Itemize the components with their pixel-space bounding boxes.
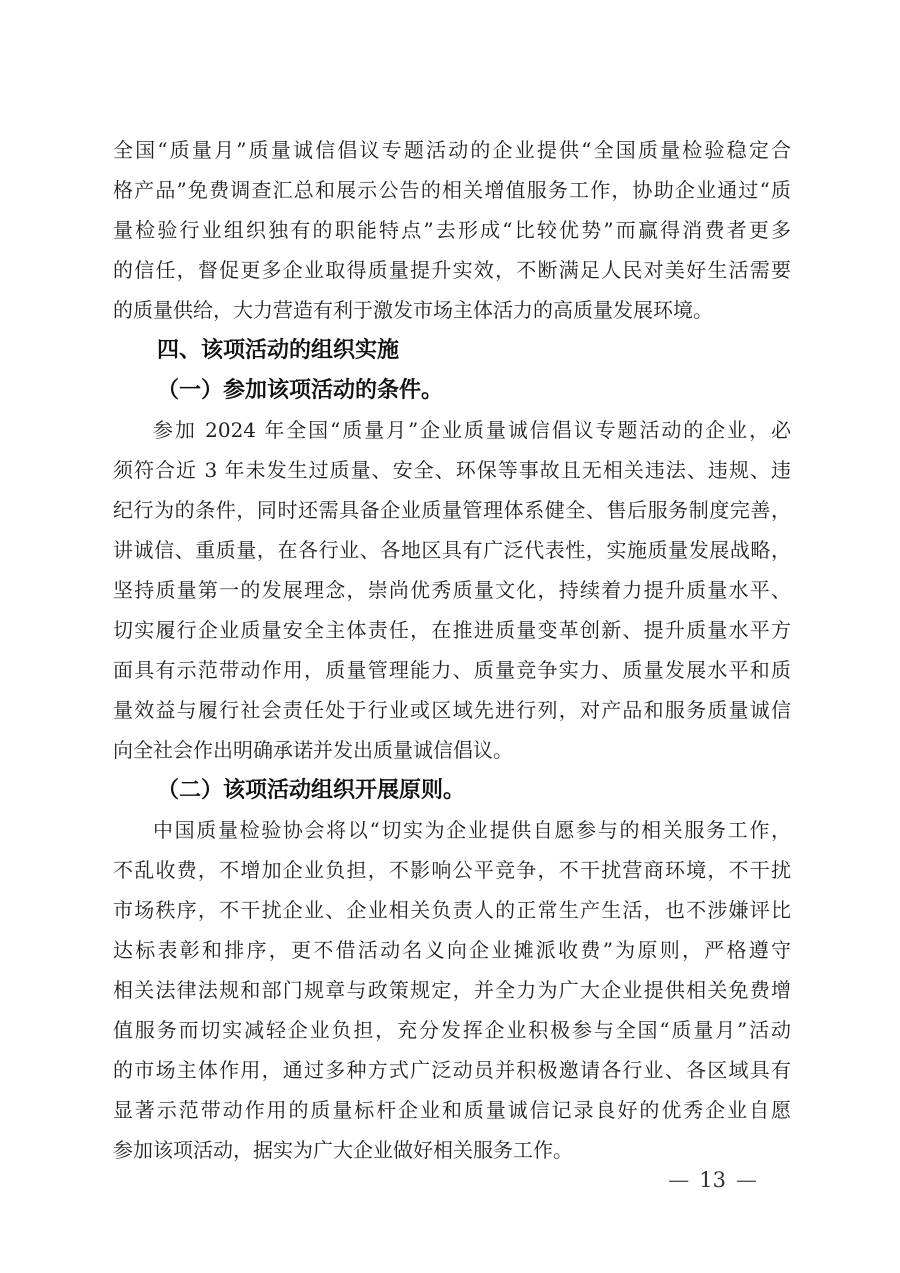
text-line: 参加该项活动，据实为广大企业做好相关服务工作。 bbox=[113, 1138, 573, 1162]
page-number bbox=[658, 1168, 767, 1192]
subsection-heading: （二）该项活动组织开展原则。 bbox=[157, 777, 466, 803]
text-line: 显著示范带动作用的质量标杆企业和质量诚信记录良好的优秀企业自愿 bbox=[113, 1098, 791, 1122]
page-number-dash-right: — bbox=[736, 1168, 757, 1192]
text-line: 纪行为的条件，同时还需具备企业质量管理体系健全、售后服务制度完善， bbox=[113, 498, 791, 522]
text-line: 坚持质量第一的发展理念，崇尚优秀质量文化，持续着力提升质量水平、 bbox=[113, 578, 791, 602]
text-line: 值服务而切实减轻企业负担，充分发挥企业积极参与全国“质量月”活动 bbox=[113, 1018, 791, 1042]
text-line: 市场秩序，不干扰企业、企业相关负责人的正常生产生活，也不涉嫌评比 bbox=[113, 898, 791, 922]
text-line: 全国“质量月”质量诚信倡议专题活动的企业提供“全国质量检验稳定合 bbox=[113, 138, 791, 162]
text-line: 达标表彰和排序，更不借活动名义向企业摊派收费”为原则，严格遵守 bbox=[113, 938, 791, 962]
page-number-dash-left: — bbox=[668, 1168, 690, 1192]
text-line: 量检验行业组织独有的职能特点”去形成“比较优势”而赢得消费者更多 bbox=[113, 218, 791, 242]
document-content bbox=[113, 130, 791, 1170]
text-line: 中国质量检验协会将以“切实为企业提供自愿参与的相关服务工作， bbox=[153, 818, 791, 842]
text-line: 向全社会作出明确承诺并发出质量诚信倡议。 bbox=[113, 738, 513, 762]
text-line: 切实履行企业质量安全主体责任，在推进质量变革创新、提升质量水平方 bbox=[113, 618, 791, 642]
text-line: 的质量供给，大力营造有利于激发市场主体活力的高质量发展环境。 bbox=[113, 298, 713, 322]
text-line: 的市场主体作用，通过多种方式广泛动员并积极邀请各行业、各区域具有 bbox=[113, 1058, 791, 1082]
section-heading: 四、该项活动的组织实施 bbox=[157, 337, 400, 362]
text-line: 的信任，督促更多企业取得质量提升实效，不断满足人民对美好生活需要 bbox=[113, 258, 791, 282]
subsection-heading: （一）参加该项活动的条件。 bbox=[157, 377, 444, 403]
text-line: 须符合近 3 年未发生过质量、安全、环保等事故且无相关违法、违规、违 bbox=[113, 458, 791, 482]
text-line: 面具有示范带动作用，质量管理能力、质量竞争实力、质量发展水平和质 bbox=[113, 658, 791, 682]
text-line: 格产品”免费调查汇总和展示公告的相关增值服务工作，协助企业通过“质 bbox=[113, 178, 791, 202]
text-line: 参加 2024 年全国“质量月”企业质量诚信倡议专题活动的企业，必 bbox=[153, 418, 791, 442]
text-line: 量效益与履行社会责任处于行业或区域先进行列，对产品和服务质量诚信 bbox=[113, 698, 791, 722]
text-line: 相关法律法规和部门规章与政策规定，并全力为广大企业提供相关免费增 bbox=[113, 978, 791, 1002]
page-number-value: 13 bbox=[699, 1168, 726, 1192]
text-line: 不乱收费，不增加企业负担，不影响公平竞争，不干扰营商环境，不干扰 bbox=[113, 858, 791, 882]
text-line: 讲诚信、重质量，在各行业、各地区具有广泛代表性，实施质量发展战略， bbox=[113, 538, 791, 562]
